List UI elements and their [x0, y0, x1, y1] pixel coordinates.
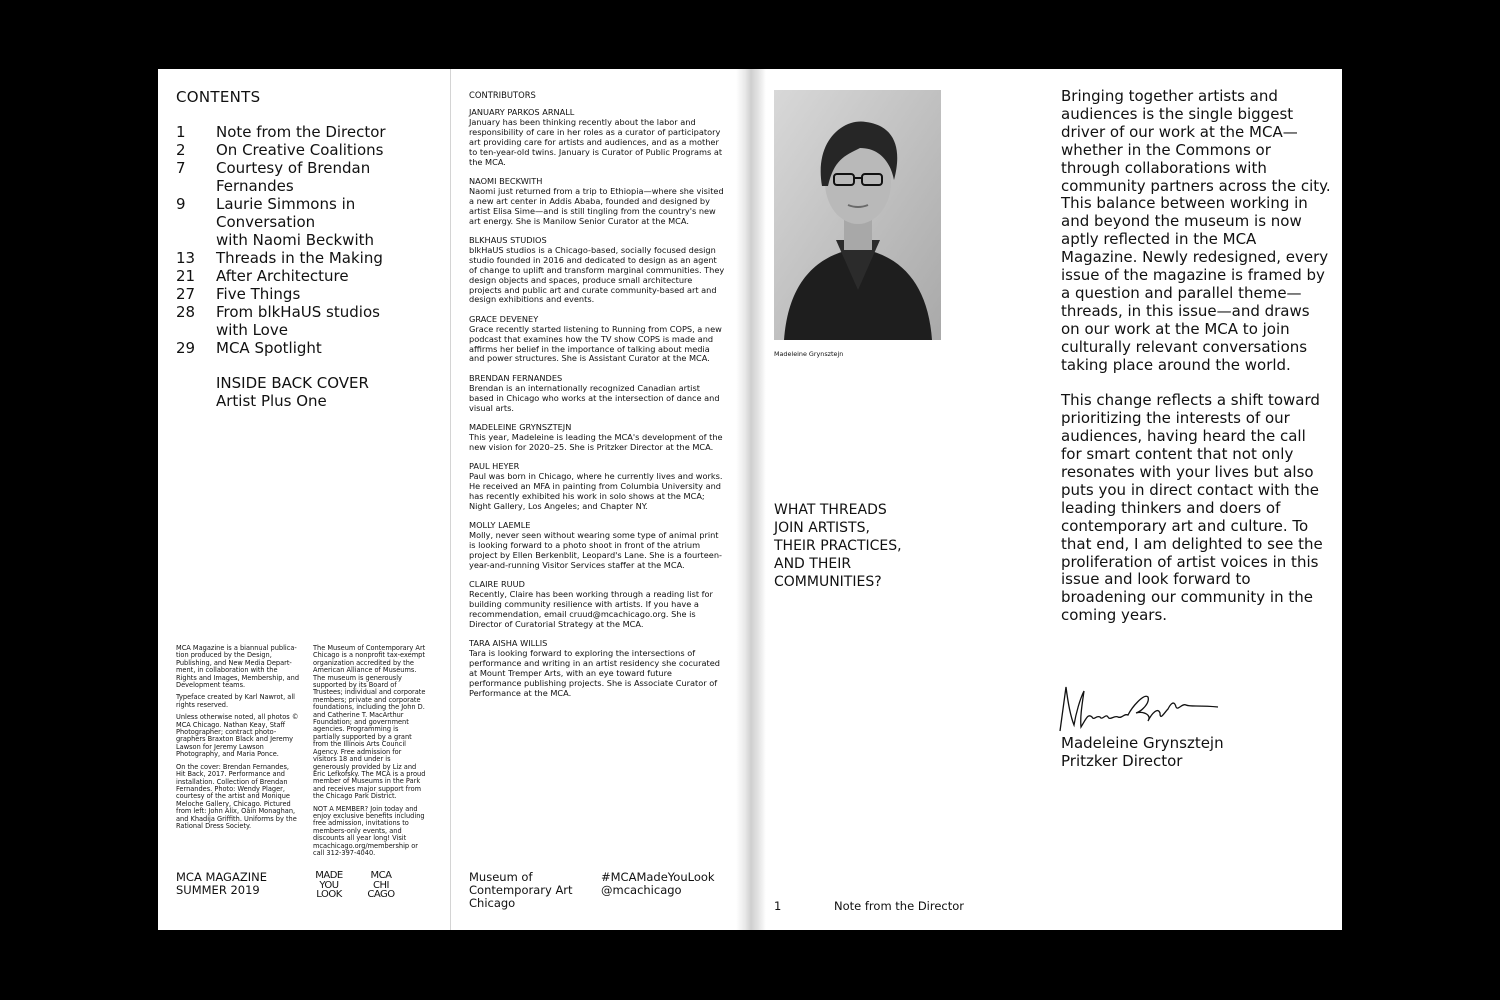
logo-line: MCA: [370, 870, 392, 881]
magazine-issue: [176, 871, 267, 896]
toc-title-line: From blkHaUS studios: [216, 303, 380, 321]
body-paragraph: This change reflects a shift toward prioritizing the interests of our audiences, having heard the call for smart content that not only resonates with your lives but also puts you in direct contact with the leading thinkers and doers of contemporary art and culture. To that end, I am delighted to see the proliferation of artist voices in this issue and look forward to broadening our community in the coming years.: [1061, 391, 1323, 625]
magazine-spread: [158, 69, 1342, 930]
contributor-entry: [469, 315, 726, 365]
toc-item: [176, 339, 426, 357]
inside-back-cover-title: INSIDE BACK COVER: [216, 374, 369, 392]
social-handles: [601, 871, 736, 897]
table-of-contents: [176, 123, 426, 357]
toc-page-number: 1: [176, 123, 186, 141]
contributor-name: PAUL HEYER: [469, 461, 520, 472]
contributor-name: TARA AISHA WILLIS: [469, 638, 548, 649]
colophon-paragraph: On the cover: Brendan Fernandes, Hit Back, 2017. Performance and installation. Collection of Brendan Fernandes. Photo: Wendy Plager, courtesy of the artist and Monique Meloche Gallery, Chicago. Pictured from left: John Alix, Oâin Monaghan, and Khadija Griffith. Uniforms by the Rational Dress Society.: [176, 762, 297, 830]
toc-title-line: Note from the Director: [216, 123, 386, 141]
toc-page-number: 27: [176, 285, 196, 303]
toc-title-line: Five Things: [216, 285, 301, 303]
toc-page-number: 21: [176, 267, 196, 285]
toc-title-line: Conversation: [216, 213, 316, 231]
contributor-name: CLAIRE RUUD: [469, 579, 525, 590]
contributor-entry: [469, 521, 726, 571]
museum-name-line: Contemporary Art: [469, 883, 573, 897]
toc-page-number: 13: [176, 249, 196, 267]
toc-title: [216, 195, 426, 249]
question-line: WHAT THREADS: [774, 502, 887, 518]
signature-graphic: [1048, 677, 1228, 741]
toc-title: [216, 267, 426, 285]
toc-title-line: Courtesy of Brendan: [216, 159, 371, 177]
contents-title: CONTENTS: [176, 88, 261, 106]
contributors-heading: CONTRIBUTORS: [469, 90, 536, 100]
contributors-list: [469, 108, 726, 708]
contributor-bio: Paul was born in Chicago, where he currently lives and works. He received an MFA in painting from Columbia University and has recently exhibited his work in solo shows at the MCA; Night Gallery, Los Angeles; and Chapter NY.: [469, 471, 723, 511]
issue-label: SUMMER 2019: [176, 882, 260, 897]
toc-item: [176, 159, 426, 195]
contributor-entry: [469, 462, 726, 512]
issue-question: [774, 501, 934, 591]
toc-title: [216, 249, 426, 267]
contributor-entry: [469, 639, 726, 698]
handwritten-signature: [1048, 677, 1228, 741]
museum-name-line: Chicago: [469, 896, 516, 910]
contributor-name: GRACE DEVENEY: [469, 313, 539, 324]
contributor-entry: [469, 236, 726, 305]
toc-item: [176, 141, 426, 159]
contributor-entry: [469, 580, 726, 630]
toc-item: [176, 195, 426, 249]
toc-item: [176, 123, 426, 141]
question-line: AND THEIR: [774, 556, 852, 572]
contributor-name: NAOMI BECKWITH: [469, 175, 543, 186]
portrait-illustration: [774, 90, 941, 340]
contributor-entry: [469, 177, 726, 227]
toc-title-line: Threads in the Making: [216, 249, 383, 267]
column-divider: [450, 69, 451, 930]
toc-title-line: MCA Spotlight: [216, 339, 322, 357]
museum-name-line: Museum of: [469, 870, 533, 884]
magazine-name: MCA MAGAZINE: [176, 870, 267, 884]
contributor-bio: Brendan is an internationally recognized Canadian artist based in Chicago who works at the intersection of dance and visual arts.: [469, 382, 720, 413]
director-portrait: [774, 90, 941, 340]
contributor-bio: Naomi just returned from a trip to Ethiopia—where she visited a new art center in Addis Ababa, founded and designed by artist Elisa Sime—and is still tingling from the country's new art energy. She is Manilow Senior Curator at the MCA.: [469, 185, 724, 226]
page-section-title: Note from the Director: [834, 899, 965, 913]
colophon-paragraph: MCA Magazine is a biannual publica- tion produced by the Design, Publishing, and New Media Depart- ment, in collaboration with the Rights and Images, Membership, and Development teams.: [176, 644, 300, 690]
body-paragraph: Bringing together artists and audiences is the single biggest driver of our work at the MCA—whether in the Commons or through collaborations with community partners across the city. This balance between working in and beyond the museum is now aptly reflected in the MCA Magazine. Newly redesigned, every issue of the magazine is framed by a question and parallel theme—threads, in this issue—and draws on our work at the MCA to join culturally relevant conversations taking place around the world.: [1061, 87, 1331, 374]
contributor-name: JANUARY PARKOS ARNALL: [469, 107, 575, 117]
contributor-bio: January has been thinking recently about the labor and responsibility of care in her roles as a curator of participatory art providing care for artists and audiences, and as a mother to ten-year-old twins. January is Curator of Public Programs at the MCA.: [469, 116, 723, 167]
toc-title: [216, 285, 426, 303]
contributor-bio: This year, Madeleine is leading the MCA's development of the new vision for 2020–25. She is Pritzker Director at the MCA.: [469, 431, 723, 452]
made-you-look-logo: [314, 871, 344, 900]
toc-page-number: 9: [176, 195, 186, 213]
logo-line: YOU: [319, 879, 339, 891]
toc-title-line: After Architecture: [216, 267, 349, 285]
toc-page-number: 7: [176, 159, 186, 177]
question-line: JOIN ARTISTS,: [774, 520, 870, 536]
contributor-bio: blkHaUS studios is a Chicago-based, socially focused design studio founded in 2016 and dedicated to design as an agent of change to uplift and transform marginal communities. They design objects and spaces, produce small architecture projects and public art and curate community-based art and design exhibitions and events.: [469, 244, 725, 305]
toc-item: [176, 249, 426, 267]
toc-page-number: 29: [176, 339, 196, 357]
hashtag: #MCAMadeYouLook: [601, 870, 715, 884]
contributor-bio: Tara is looking forward to exploring the intersections of performance and writing in an artist residency she cocurated at Mount Tremper Arts, with an eye toward future performance publishing projects. She is Associate Curator of Performance at the MCA.: [469, 648, 720, 698]
toc-item: [176, 267, 426, 285]
photo-caption: Madeleine Grynsztejn: [774, 350, 844, 358]
toc-title: [216, 159, 426, 195]
toc-title: [216, 303, 426, 339]
colophon-right: [313, 645, 427, 862]
toc-page-number: 28: [176, 303, 196, 321]
inside-back-cover: [216, 374, 369, 410]
contributor-bio: Molly, never seen without wearing some type of animal print is looking forward to a photo shoot in front of the atrium project by Ellen Berkenblit, Leopard's Lane. She is a fourteen-year-and-running Visitor Services staffer at the MCA.: [469, 530, 722, 570]
toc-title-line: with Love: [216, 321, 288, 339]
colophon-paragraph: The Museum of Contemporary Art Chicago is a nonprofit tax-exempt organization accredited by the American Alliance of Museums. The museum is generously supported by its Board of Trustees; individual and corporate members; private and corporate foundations, including the John D. and Catherine T. MacArthur Foundation; and government agencies. Programming is partially supported by a grant from the Illinois Arts Council Agency. Free admission for visitors 18 and under is generously provided by Liz and Eric Lefkofsky. The MCA is a proud member of Museums in the Park and receives major support from the Chicago Park District.: [313, 644, 426, 801]
contributor-name: BLKHAUS STUDIOS: [469, 234, 547, 245]
contributor-name: BRENDAN FERNANDES: [469, 372, 563, 383]
contributor-name: MADELEINE GRYNSZTEJN: [469, 421, 572, 432]
mca-chicago-logo: [366, 871, 396, 900]
toc-title-line: Fernandes: [216, 177, 294, 195]
toc-title: [216, 141, 426, 159]
contributor-name: MOLLY LAEMLE: [469, 520, 531, 531]
page-gutter: [736, 69, 766, 930]
question-line: THEIR PRACTICES,: [774, 538, 902, 554]
director-note-body: [1061, 88, 1331, 643]
contributor-entry: [469, 423, 726, 453]
colophon-paragraph: NOT A MEMBER? Join today and enjoy exclusive benefits including free admission, invitations to members-only events, and discounts all year long! Visit mcachicago.org/membership or call 312-397-4040.: [313, 804, 425, 857]
contributor-bio: Recently, Claire has been working through a reading list for building community resilience with artists. If you have a recommendation, email cruud@mcachicago.org. She is Director of Curatorial Strategy at the MCA.: [469, 589, 713, 629]
toc-title: [216, 339, 426, 357]
colophon-paragraph: Unless otherwise noted, all photos © MCA Chicago. Nathan Keay, Staff Photographer; contract photo- graphers Braxton Black and Jeremy Lawson for Jeremy Lawson Photography, and Maria Ponce.: [176, 713, 299, 759]
logo-line: MADE: [315, 870, 343, 881]
signature-block: [1061, 734, 1224, 770]
logo-line: LOOK: [316, 889, 342, 900]
contributor-entry: [469, 108, 726, 167]
colophon-left: [176, 645, 300, 835]
toc-item: [176, 303, 426, 339]
logo-line: CAGO: [367, 889, 395, 900]
museum-name: [469, 871, 589, 910]
contributor-bio: Grace recently started listening to Running from COPS, a new podcast that examines how the TV show COPS is made and affirms her belief in the importance of talking about media and power structures. She is Assistant Curator at the MCA.: [469, 323, 722, 364]
colophon-paragraph: Typeface created by Karl Nawrot, all rights reserved.: [176, 693, 296, 709]
inside-back-cover-subtitle: Artist Plus One: [216, 392, 327, 410]
toc-title-line: On Creative Coalitions: [216, 141, 384, 159]
toc-title-line: with Naomi Beckwith: [216, 231, 375, 249]
toc-title: [216, 123, 426, 141]
toc-title-line: Laurie Simmons in: [216, 195, 356, 213]
question-line: COMMUNITIES?: [774, 574, 882, 590]
contributor-entry: [469, 374, 726, 414]
signature-title: Pritzker Director: [1061, 752, 1183, 770]
social-handle: @mcachicago: [601, 883, 682, 897]
toc-item: [176, 285, 426, 303]
page-number: 1: [774, 899, 782, 913]
signature-name: Madeleine Grynsztejn: [1061, 734, 1224, 752]
logo-line: CHI: [373, 879, 389, 891]
toc-page-number: 2: [176, 141, 186, 159]
